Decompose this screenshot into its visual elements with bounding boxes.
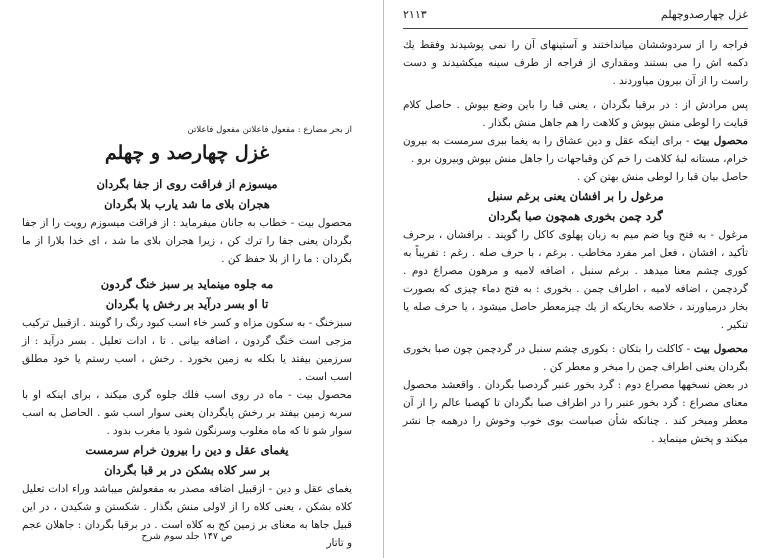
verse-line: بر سر كلاه بشكن در بر قبا بگردان (104, 463, 270, 477)
commentary-paragraph: پس مرادش از : در برقبا بگردان ، یعنی قبا را باین وضع بپوش . حاصل كلام قبایت را لوطی منش بپوش و كلاهت را هم جاهل منش بگذار . (403, 99, 748, 129)
verse-line: میسوزم از فراقت روی از جفا بگردان (96, 177, 278, 191)
left-page (0, 0, 382, 558)
commentary-paragraph (403, 132, 748, 168)
right-body (403, 36, 748, 448)
commentary-paragraph: مرغول - به فتح ویا ضم میم به زبان پهلوی كاكل را گویند . برافشان ، برحرف تأكید ، افشان ، فعل امر مفرد مخاطب . برغم ، با حرف صله . رغم : تفریباً به كوری چشم معنا میدهد . برغم سنبل ، اضافه لامیه و مرهون مصراع دوم . گردچمن ، اضافه لامیه ، اطراف چمن . بخوری : به فتح دماء چیزی كه بصورت بخار درمیاورند ، خلاصه بخاریكه از یك چیزمعطر حاصل میشود ، یا حرف صله یا تنكیر . (403, 229, 748, 331)
commentary-paragraph: محصول بیت - خطاب به جانان میفرماید : از فراقت میسوزم رویت را از جفا بگردان یعنی جفا را ترك كن ، زیرا هجران بلای ما شد ، ای خدا بلارا از ما بگردان : ما را از بلا حفظ كن . (22, 217, 352, 265)
page-footer: ص ۱۴۷ جلد سوم شرح (141, 531, 233, 542)
left-body (22, 174, 352, 552)
verse-line: هجران بلای ما شد یارب بلا بگردان (104, 197, 270, 211)
commentary-paragraph: در بعض نسخهها مصراع دوم : گرد بخور عنبر گردصبا بگردان . واقعشد محصول معنای مصراع : گرد بخور عنبر را در اطراف صبا بگردان تا كهصبا عالم را از آن معطر ومبخر كند . چنانكه شأن صباست بوی خوب وخوش را درهمه جا نشر میكند و پخش مینماید . (403, 379, 748, 445)
commentary-paragraph: فراجه را از سردوششان میانداختند و آستینهای آن را نمی پوشیدند وفقط یك دكمه اش را می بستند ومقداری از فراجه از طرف سینه میكشیدند و دست راست را از آن بیرون میاوردند . (403, 39, 748, 87)
commentary-label: محصول بیت (693, 343, 748, 355)
verse-line: مه جلوه مینماید بر سبز خنگ گردون (100, 277, 274, 291)
commentary-text: - كاكلت را بتكان : بكوری چشم سنبل در گردچمن چون صبا بخوری بگردان یعنی اطراف چمن را مبخر و معطر كن . (403, 343, 748, 373)
verse-line: یغمای عقل و دین را بیرون خرام سرمست (85, 443, 289, 457)
gutter-divider (383, 0, 384, 558)
ghazal-title: غزل چهارصد و چهلم (104, 142, 270, 164)
commentary-paragraph: حاصل بیان قبا را لوطی منش بهتن كن . (577, 171, 748, 183)
page-header (403, 4, 748, 29)
commentary-paragraph: محصول بیت - ماه در روی اسب فلك جلوه گری میكند ، برای اینكه او با سربه زمین بیفتد بر رخش پایگردان یعنی سوار اسب شو . الحاصل به اسب سوار شو تا كه ماه مغلوب وسرنگون شود یا مغرب بدود . (22, 389, 352, 437)
meter-line: از بحر مضارع : مفعول فاعلاتن مفعول فاعلاتن (187, 125, 352, 135)
commentary-text: - برای اینكه عقل و دین عشاق را به یغما ببری سرمست به بیرون خرام، مستانه لبهٔ كلاهت را خم كن وقباجهات را جاهل منش بپوش وبیرون برو . (403, 135, 748, 165)
commentary-paragraph: یغمای عقل و دین - ازقبیل اضافه مصدر به مفعولش میباشد وراء ادات تعلیل كلاه بشكن ، یعنی كلاه را از لاولی منش بگذار . شكستن و شكیدن ، در این قبیل جاها به معنای بر زمین كج به كلاه است . در برقبا بگردان : جاهلان عجم و تاتار (22, 483, 352, 549)
commentary-label: محصول بیت (693, 135, 748, 147)
verse-line: تا او بسر درآید بر رخش پا بگردان (105, 297, 269, 311)
verse-line: مرغول را بر افشان یعنی برغم سنبل (487, 189, 664, 203)
commentary-paragraph: سبزخنگ - به سكون مزاه و كسر خاء اسب كبود رنگ را گویند . ازقبیل تركیب مزجی است خنگ گردون ، اضافه بیانی . تا ، ادات تعلیل . بسر درآید : از سرزمین بیفتد یا بكله به زمین بخورد . رخش ، اسب رستم یا خود مطلق اسب است . (22, 317, 352, 383)
right-page (385, 0, 768, 558)
page-number: ۲۱۱۳ (403, 8, 427, 21)
running-title: غزل چهارصدوچهلم (660, 8, 748, 21)
verse-line: گرد چمن بخوری همچون صبا بگردان (488, 209, 663, 223)
commentary-paragraph (403, 340, 748, 376)
